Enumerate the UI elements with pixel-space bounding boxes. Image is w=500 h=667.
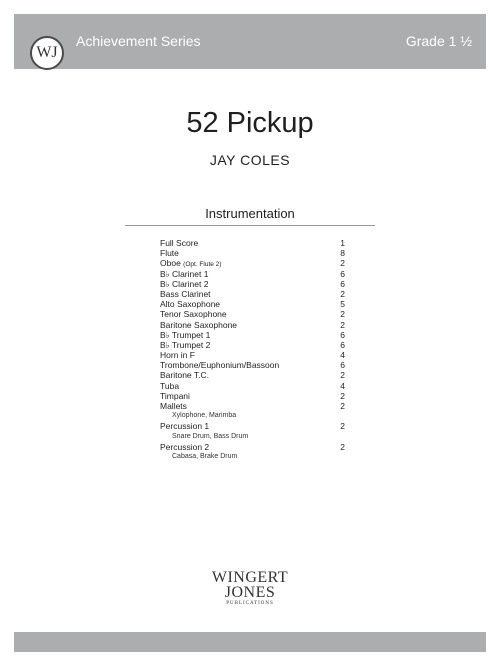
instrument-detail: Xylophone, Marimba — [172, 412, 237, 420]
instrument-label: Full Score — [160, 238, 199, 248]
instrument-row — [160, 381, 345, 391]
instrument-detail: Snare Drum, Bass Drum — [172, 432, 249, 440]
part-count: 5 — [340, 299, 345, 310]
part-count: 2 — [340, 309, 345, 320]
instrument-name — [160, 309, 227, 319]
instrument-row — [160, 340, 345, 350]
instrument-row — [160, 309, 345, 319]
instrument-label: Baritone Saxophone — [160, 319, 238, 330]
instrument-name — [160, 279, 208, 289]
instrument-label: Percussion 1 — [160, 421, 210, 432]
composer-name: JAY COLES — [209, 152, 291, 168]
part-count: 2 — [340, 441, 345, 452]
part-count: 6 — [340, 329, 345, 340]
instrument-label: Timpani — [160, 390, 190, 401]
instrument-name — [160, 401, 187, 411]
instrument-label: Alto Saxophone — [160, 299, 221, 310]
part-count: 6 — [340, 268, 345, 279]
publisher-logo — [205, 570, 295, 607]
part-count: 2 — [340, 390, 345, 401]
grade-label: Grade 1 ½ — [405, 33, 472, 49]
instrument-label: Percussion 2 — [160, 441, 210, 452]
instrument-label: Tuba — [160, 380, 180, 391]
part-count: 2 — [340, 421, 345, 432]
publisher-line3: PUBLICATIONS — [226, 601, 274, 606]
instrument-name — [160, 340, 210, 350]
instrument-label: B♭ Clarinet 2 — [160, 278, 209, 289]
wj-logo — [30, 36, 64, 70]
part-count: 2 — [340, 370, 345, 381]
part-count: 6 — [340, 339, 345, 350]
instrument-row — [160, 401, 345, 411]
piece-title: 52 Pickup — [186, 107, 314, 139]
part-count: 2 — [340, 288, 345, 299]
instrument-name — [160, 320, 237, 330]
instrument-name — [160, 421, 209, 431]
instrument-row — [160, 320, 345, 330]
instrument-name — [160, 370, 209, 380]
instrument-row — [160, 391, 345, 401]
instrument-row — [160, 421, 345, 431]
instrument-row — [160, 299, 345, 309]
publisher-line1: WINGERT — [211, 569, 289, 586]
instrument-name — [160, 360, 279, 370]
instrument-label: Oboe — [160, 258, 181, 269]
instrument-label: Horn in F — [160, 350, 195, 361]
instrument-label: Bass Clarinet — [160, 288, 211, 299]
part-count: 2 — [340, 258, 345, 269]
instrument-name — [160, 269, 208, 279]
footer-band — [14, 632, 486, 652]
instrument-row — [160, 360, 345, 370]
part-count: 2 — [340, 401, 345, 411]
series-title: Achievement Series — [76, 33, 201, 49]
part-count: 6 — [340, 278, 345, 289]
instrument-label: Mallets — [160, 401, 187, 411]
part-count: 6 — [340, 360, 345, 371]
instrumentation-list — [160, 238, 345, 462]
instrument-name — [160, 238, 198, 248]
instrument-label: B♭ Trumpet 2 — [160, 339, 211, 350]
part-count: 1 — [340, 238, 345, 248]
instrument-name — [160, 381, 179, 391]
instrument-detail: Cabasa, Brake Drum — [172, 452, 238, 460]
instrument-row — [160, 330, 345, 340]
instrument-row — [160, 350, 345, 360]
logo-text: WJ — [36, 44, 58, 61]
part-count: 4 — [340, 380, 345, 391]
instrument-row — [160, 442, 345, 452]
instrument-label: Flute — [160, 248, 179, 259]
instrument-label: B♭ Clarinet 1 — [160, 268, 209, 279]
instrument-row — [160, 289, 345, 299]
instrument-row — [160, 258, 345, 268]
instrument-row — [160, 370, 345, 380]
instrument-label: Baritone T.C. — [160, 370, 209, 381]
heading-divider — [125, 225, 375, 226]
instrument-row — [160, 279, 345, 289]
instrumentation-heading: Instrumentation — [205, 206, 295, 221]
instrument-label: Trombone/Euphonium/Bassoon — [160, 360, 280, 371]
instrument-name — [160, 330, 210, 340]
instrument-row — [160, 248, 345, 258]
instrument-name — [160, 350, 195, 360]
part-count: 2 — [340, 319, 345, 330]
instrument-name — [160, 248, 179, 258]
instrument-label: B♭ Trumpet 1 — [160, 329, 211, 340]
instrument-name — [160, 289, 211, 299]
instrument-label: Tenor Saxophone — [160, 309, 227, 320]
publisher-line2: JONES — [224, 584, 276, 601]
instrument-name — [160, 391, 190, 401]
instrument-row — [160, 269, 345, 279]
instrument-row — [160, 238, 345, 248]
instrument-note: (Opt. Flute 2) — [183, 261, 222, 269]
instrument-name — [160, 442, 209, 452]
part-count: 8 — [340, 248, 345, 259]
part-count: 4 — [340, 350, 345, 361]
instrument-name — [160, 299, 220, 309]
